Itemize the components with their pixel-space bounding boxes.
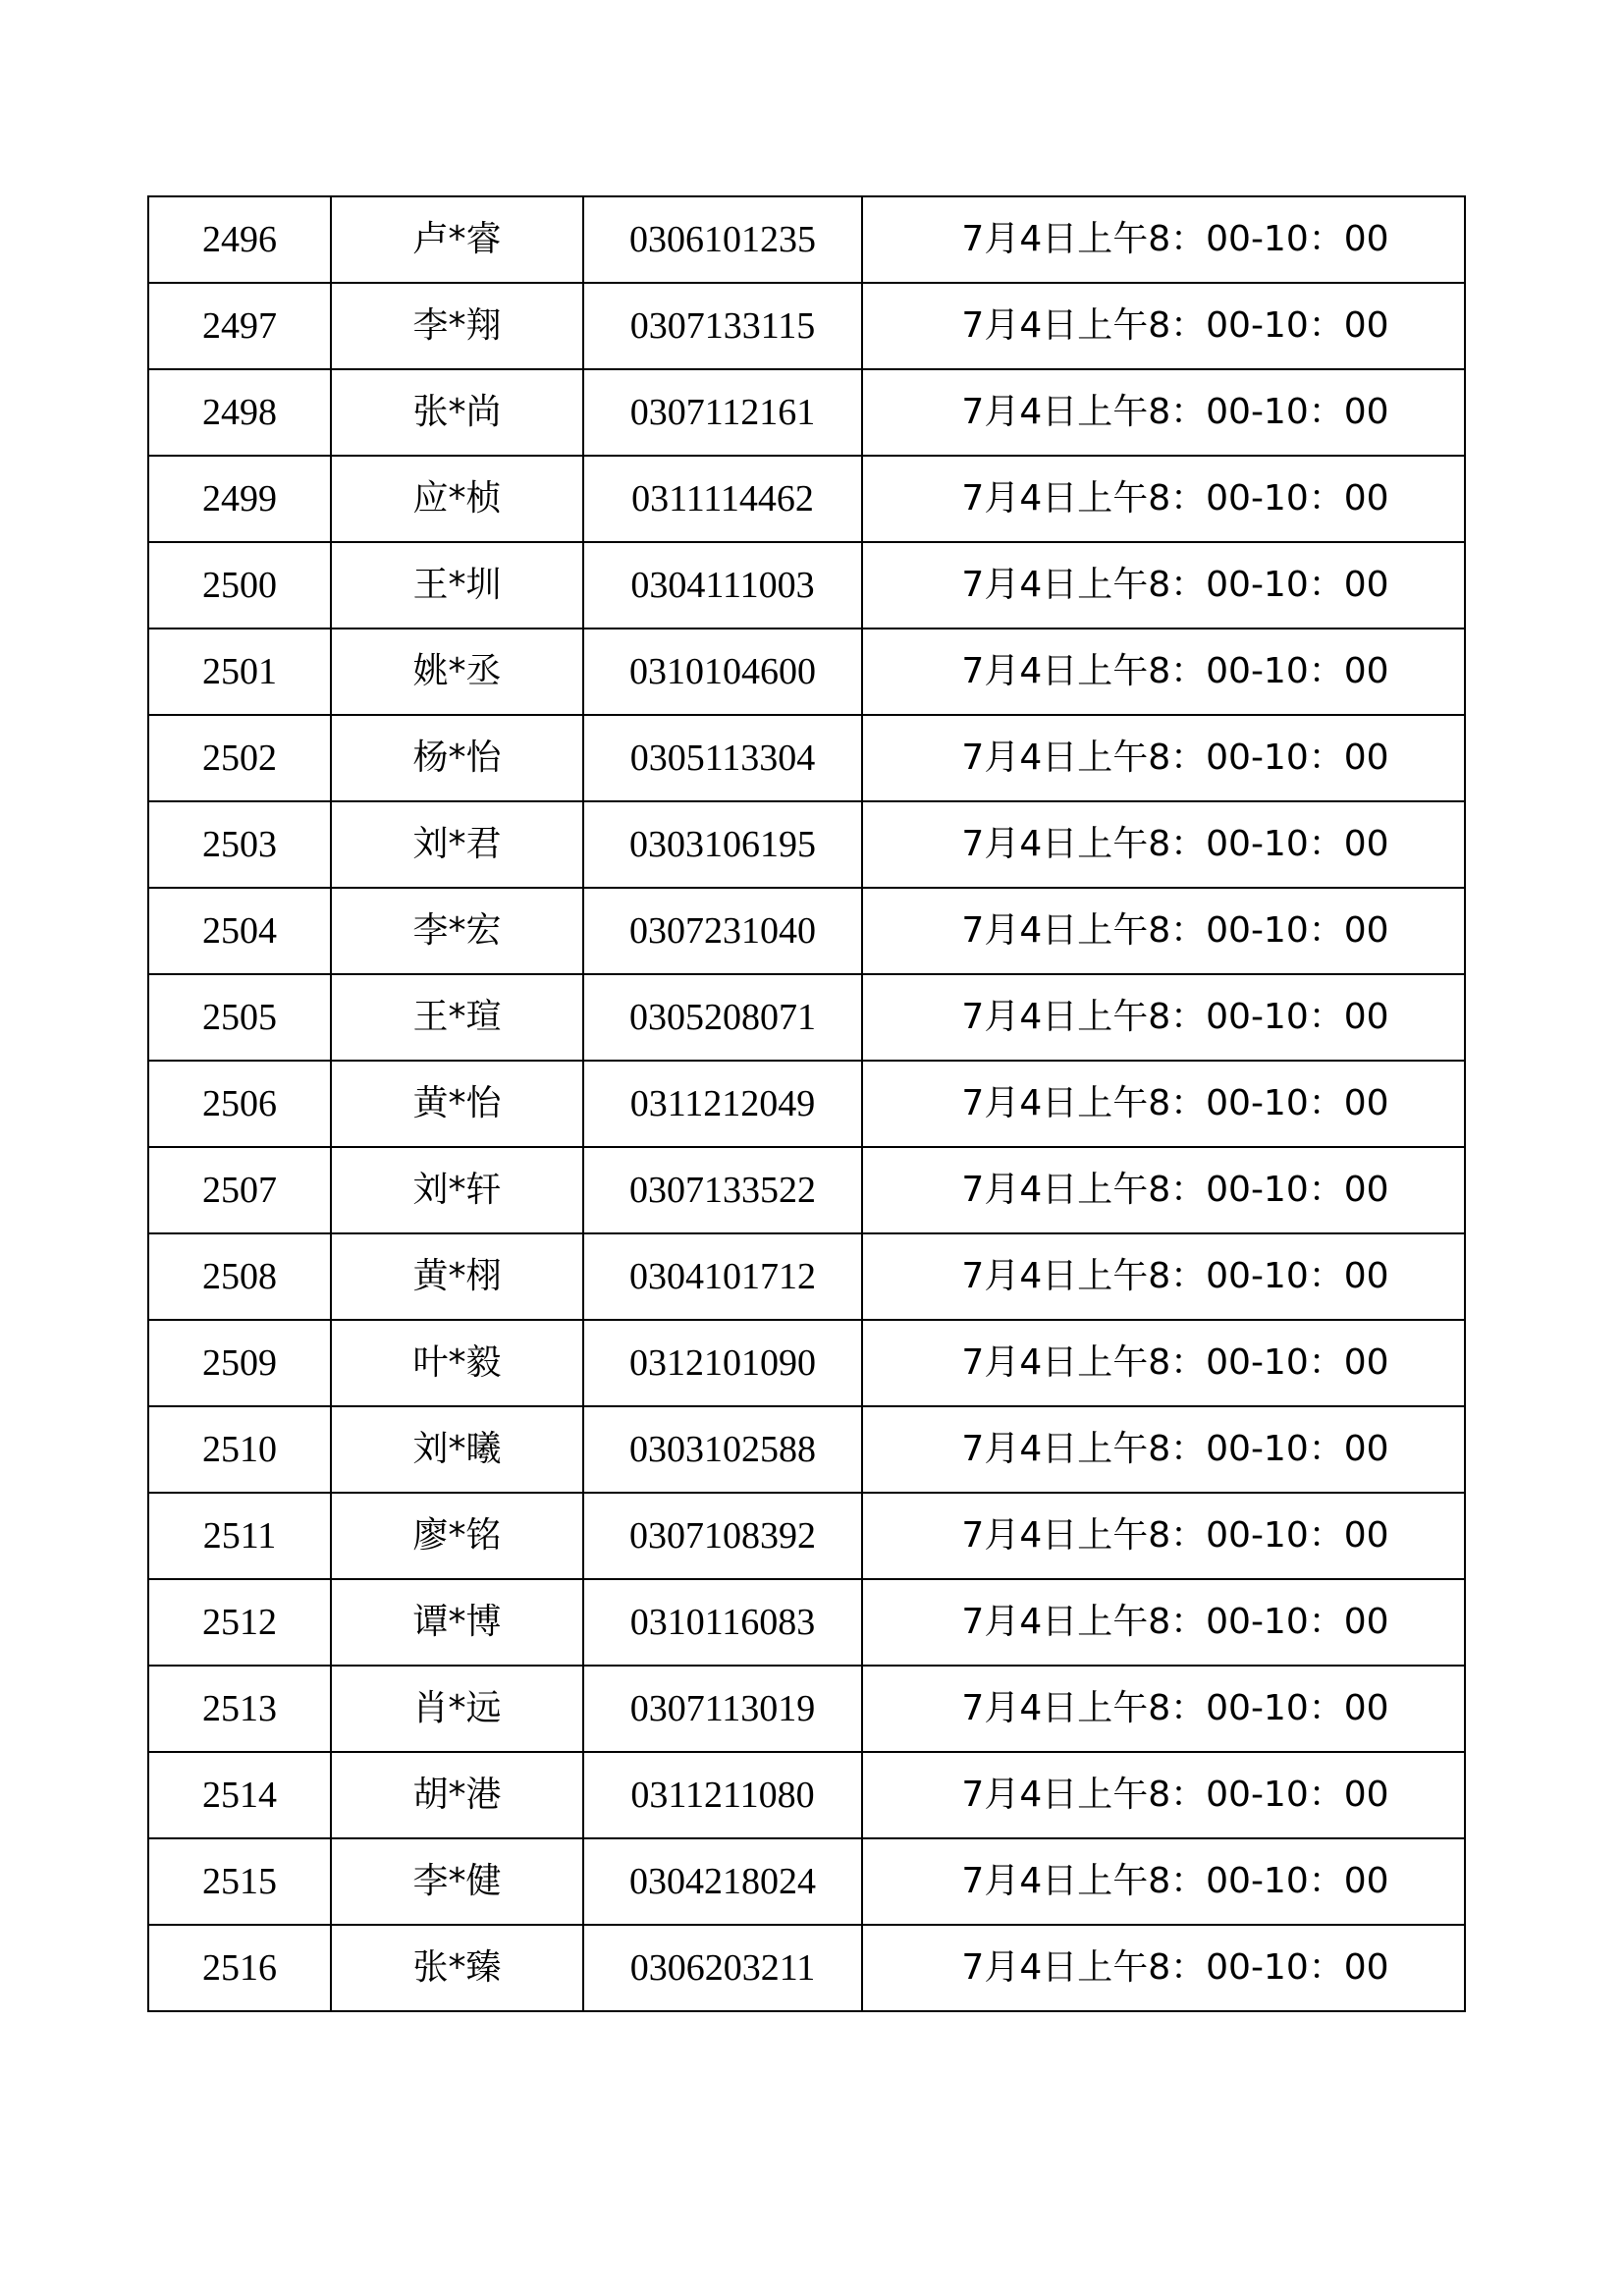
id-number-cell: 0311211080	[583, 1752, 862, 1838]
table-row	[148, 283, 1465, 369]
id-number-cell: 0305113304	[583, 715, 862, 801]
time-slot-cell: 7月4日上午8：00-10：00	[862, 888, 1465, 974]
table-row	[148, 1838, 1465, 1925]
id-number-cell: 0304218024	[583, 1838, 862, 1925]
name-cell: 胡*港	[331, 1752, 583, 1838]
id-number-cell: 0310104600	[583, 629, 862, 715]
table-row	[148, 196, 1465, 283]
id-number-cell: 0312101090	[583, 1320, 862, 1406]
seq-number-cell: 2496	[148, 196, 331, 283]
table-row	[148, 1579, 1465, 1666]
table-row	[148, 456, 1465, 542]
id-number-cell: 0310116083	[583, 1579, 862, 1666]
table-row	[148, 1493, 1465, 1579]
time-slot-cell: 7月4日上午8：00-10：00	[862, 715, 1465, 801]
name-cell: 谭*博	[331, 1579, 583, 1666]
table-row	[148, 629, 1465, 715]
table-row	[148, 1061, 1465, 1147]
seq-number-cell: 2505	[148, 974, 331, 1061]
id-number-cell: 0311212049	[583, 1061, 862, 1147]
id-number-cell: 0306101235	[583, 196, 862, 283]
time-slot-cell: 7月4日上午8：00-10：00	[862, 1147, 1465, 1233]
time-slot-cell: 7月4日上午8：00-10：00	[862, 801, 1465, 888]
seq-number-cell: 2503	[148, 801, 331, 888]
seq-number-cell: 2500	[148, 542, 331, 629]
table-row	[148, 369, 1465, 456]
id-number-cell: 0307112161	[583, 369, 862, 456]
name-cell: 李*宏	[331, 888, 583, 974]
time-slot-cell: 7月4日上午8：00-10：00	[862, 1233, 1465, 1320]
seq-number-cell: 2506	[148, 1061, 331, 1147]
table-row	[148, 888, 1465, 974]
name-cell: 王*瑄	[331, 974, 583, 1061]
name-cell: 刘*曦	[331, 1406, 583, 1493]
id-number-cell: 0305208071	[583, 974, 862, 1061]
table-row	[148, 1406, 1465, 1493]
name-cell: 叶*毅	[331, 1320, 583, 1406]
seq-number-cell: 2504	[148, 888, 331, 974]
id-number-cell: 0307108392	[583, 1493, 862, 1579]
table-row	[148, 1233, 1465, 1320]
name-cell: 刘*君	[331, 801, 583, 888]
roster-table	[147, 195, 1466, 2012]
time-slot-cell: 7月4日上午8：00-10：00	[862, 1752, 1465, 1838]
time-slot-cell: 7月4日上午8：00-10：00	[862, 1320, 1465, 1406]
seq-number-cell: 2513	[148, 1666, 331, 1752]
name-cell: 廖*铭	[331, 1493, 583, 1579]
id-number-cell: 0307113019	[583, 1666, 862, 1752]
name-cell: 杨*怡	[331, 715, 583, 801]
table-row	[148, 974, 1465, 1061]
time-slot-cell: 7月4日上午8：00-10：00	[862, 1666, 1465, 1752]
table-row	[148, 715, 1465, 801]
seq-number-cell: 2508	[148, 1233, 331, 1320]
time-slot-cell: 7月4日上午8：00-10：00	[862, 629, 1465, 715]
table-row	[148, 542, 1465, 629]
name-cell: 姚*丞	[331, 629, 583, 715]
name-cell: 肖*远	[331, 1666, 583, 1752]
name-cell: 李*健	[331, 1838, 583, 1925]
time-slot-cell: 7月4日上午8：00-10：00	[862, 369, 1465, 456]
name-cell: 黄*怡	[331, 1061, 583, 1147]
name-cell: 应*桢	[331, 456, 583, 542]
id-number-cell: 0307231040	[583, 888, 862, 974]
seq-number-cell: 2516	[148, 1925, 331, 2011]
seq-number-cell: 2497	[148, 283, 331, 369]
seq-number-cell: 2515	[148, 1838, 331, 1925]
table-row	[148, 1666, 1465, 1752]
name-cell: 刘*轩	[331, 1147, 583, 1233]
name-cell: 卢*睿	[331, 196, 583, 283]
time-slot-cell: 7月4日上午8：00-10：00	[862, 283, 1465, 369]
id-number-cell: 0311114462	[583, 456, 862, 542]
id-number-cell: 0303106195	[583, 801, 862, 888]
name-cell: 黄*栩	[331, 1233, 583, 1320]
seq-number-cell: 2501	[148, 629, 331, 715]
name-cell: 李*翔	[331, 283, 583, 369]
seq-number-cell: 2510	[148, 1406, 331, 1493]
time-slot-cell: 7月4日上午8：00-10：00	[862, 196, 1465, 283]
time-slot-cell: 7月4日上午8：00-10：00	[862, 1838, 1465, 1925]
table-row	[148, 1925, 1465, 2011]
time-slot-cell: 7月4日上午8：00-10：00	[862, 974, 1465, 1061]
seq-number-cell: 2498	[148, 369, 331, 456]
id-number-cell: 0307133115	[583, 283, 862, 369]
name-cell: 王*圳	[331, 542, 583, 629]
table-row	[148, 1752, 1465, 1838]
name-cell: 张*尚	[331, 369, 583, 456]
time-slot-cell: 7月4日上午8：00-10：00	[862, 1579, 1465, 1666]
time-slot-cell: 7月4日上午8：00-10：00	[862, 456, 1465, 542]
table-row	[148, 1320, 1465, 1406]
id-number-cell: 0304111003	[583, 542, 862, 629]
table-row	[148, 801, 1465, 888]
id-number-cell: 0303102588	[583, 1406, 862, 1493]
seq-number-cell: 2509	[148, 1320, 331, 1406]
id-number-cell: 0304101712	[583, 1233, 862, 1320]
time-slot-cell: 7月4日上午8：00-10：00	[862, 1406, 1465, 1493]
seq-number-cell: 2514	[148, 1752, 331, 1838]
seq-number-cell: 2507	[148, 1147, 331, 1233]
roster-table-body	[148, 196, 1465, 2011]
seq-number-cell: 2512	[148, 1579, 331, 1666]
time-slot-cell: 7月4日上午8：00-10：00	[862, 542, 1465, 629]
seq-number-cell: 2511	[148, 1493, 331, 1579]
seq-number-cell: 2499	[148, 456, 331, 542]
id-number-cell: 0307133522	[583, 1147, 862, 1233]
table-row	[148, 1147, 1465, 1233]
time-slot-cell: 7月4日上午8：00-10：00	[862, 1925, 1465, 2011]
id-number-cell: 0306203211	[583, 1925, 862, 2011]
time-slot-cell: 7月4日上午8：00-10：00	[862, 1061, 1465, 1147]
time-slot-cell: 7月4日上午8：00-10：00	[862, 1493, 1465, 1579]
seq-number-cell: 2502	[148, 715, 331, 801]
name-cell: 张*臻	[331, 1925, 583, 2011]
